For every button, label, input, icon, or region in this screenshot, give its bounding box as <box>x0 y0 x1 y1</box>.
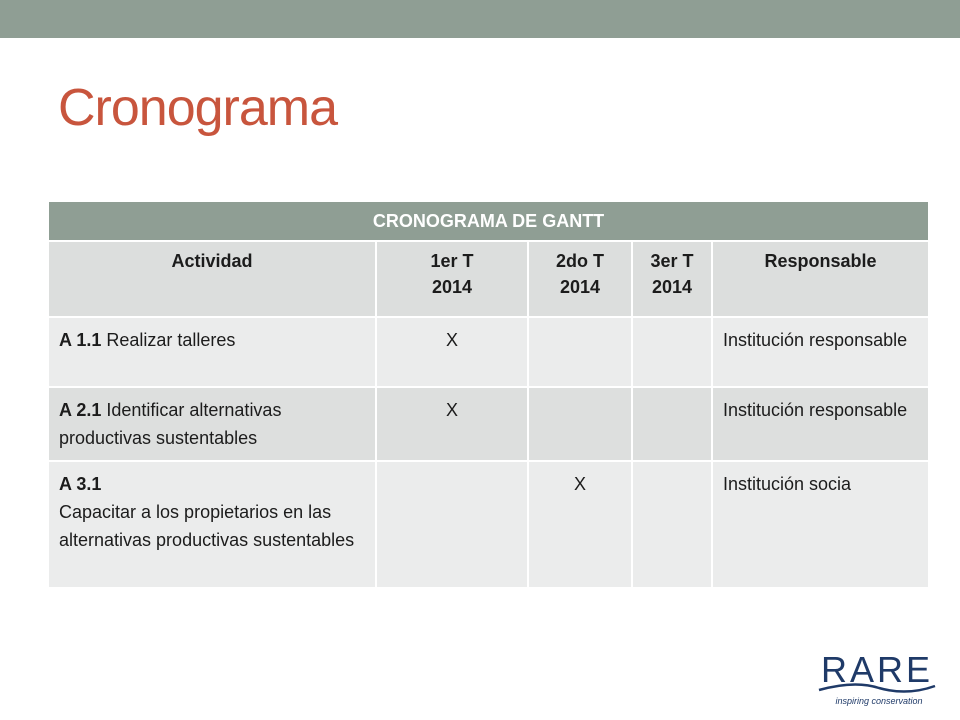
activity-text: Realizar talleres <box>101 330 236 350</box>
col-header-t2: 2do T 2014 <box>528 241 632 317</box>
t3-cell <box>632 317 712 387</box>
activity-cell <box>48 387 376 461</box>
top-bar <box>0 0 960 38</box>
activity-cell <box>48 461 376 588</box>
col-header-t3: 3er T 2014 <box>632 241 712 317</box>
activity-text: Identificar alternativas productivas sustentables <box>59 400 282 448</box>
activity-code: A 3.1 <box>59 474 102 494</box>
activity-code: A 2.1 <box>59 400 102 420</box>
logo-tagline: inspiring conservation <box>835 696 923 706</box>
t3-cell <box>632 387 712 461</box>
gantt-table <box>47 200 930 589</box>
t3-cell <box>632 461 712 588</box>
t2-cell <box>528 387 632 461</box>
rare-logo <box>815 646 939 708</box>
activity-text: Capacitar a los propietarios en las alternativas productivas sustentables <box>59 502 355 550</box>
logo-wordmark: RARE <box>820 649 934 690</box>
table-row <box>48 461 929 588</box>
t1-cell <box>376 461 528 588</box>
col-header-t1: 1er T 2014 <box>376 241 528 317</box>
table-row <box>48 317 929 387</box>
col-header-responsible: Responsable <box>712 241 929 317</box>
t2-cell: X <box>528 461 632 588</box>
responsible-cell: Institución responsable <box>712 387 929 461</box>
activity-cell <box>48 317 376 387</box>
activity-code: A 1.1 <box>59 330 102 350</box>
t1-cell: X <box>376 317 528 387</box>
slide-title: Cronograma <box>58 79 338 137</box>
col-header-activity: Actividad <box>48 241 376 317</box>
responsible-cell: Institución responsable <box>712 317 929 387</box>
table-row <box>48 387 929 461</box>
table-caption: CRONOGRAMA DE GANTT <box>48 201 929 241</box>
responsible-cell: Institución socia <box>712 461 929 588</box>
t1-cell: X <box>376 387 528 461</box>
t2-cell <box>528 317 632 387</box>
